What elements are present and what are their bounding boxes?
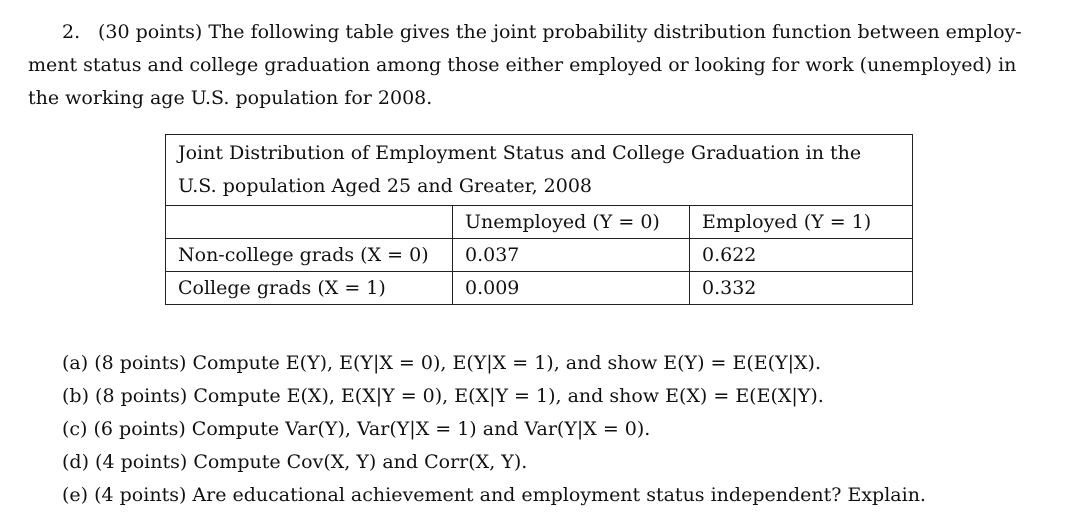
header-cell-employed: Employed (Y = 1) — [690, 206, 913, 239]
row-label-college: College grads (X = 1) — [166, 272, 453, 305]
problem-line-1: 2. (30 points) The following table gives the joint probability distribution function between employ- — [28, 16, 1058, 49]
problem-line-3: the working age U.S. population for 2008. — [28, 87, 433, 109]
part-d: (d) (4 points) Compute Cov(X, Y) and Corr(X, Y). — [62, 451, 528, 473]
cell-value: 0.622 — [690, 239, 913, 272]
table-header-row — [166, 206, 913, 239]
part-a: (a) (8 points) Compute E(Y), E(Y|X = 0), E(Y|X = 1), and show E(Y) = E(E(Y|X). — [62, 352, 821, 374]
problem-statement — [28, 16, 1058, 115]
problem-line-2: ment status and college graduation among those either employed or looking for work (unemployed) in — [28, 54, 1017, 76]
problem-number: 2. — [62, 21, 81, 43]
question-parts-list — [62, 347, 926, 512]
row-label-non-college: Non-college grads (X = 0) — [166, 239, 453, 272]
header-cell-empty — [166, 206, 453, 239]
cell-value: 0.009 — [453, 272, 690, 305]
joint-distribution-table — [165, 134, 913, 305]
cell-value: 0.332 — [690, 272, 913, 305]
table-row — [166, 239, 913, 272]
part-b: (b) (8 points) Compute E(X), E(X|Y = 0), E(X|Y = 1), and show E(X) = E(E(X|Y). — [62, 385, 824, 407]
table-row — [166, 272, 913, 305]
cell-value: 0.037 — [453, 239, 690, 272]
table-caption-row — [166, 135, 913, 206]
part-e: (e) (4 points) Are educational achievement and employment status independent? Explain. — [62, 484, 926, 506]
table-caption: Joint Distribution of Employment Status and College Graduation in the U.S. population Aged 25 and Greater, 2008 — [166, 135, 913, 206]
header-cell-unemployed: Unemployed (Y = 0) — [453, 206, 690, 239]
part-c: (c) (6 points) Compute Var(Y), Var(Y|X = 1) and Var(Y|X = 0). — [62, 418, 651, 440]
